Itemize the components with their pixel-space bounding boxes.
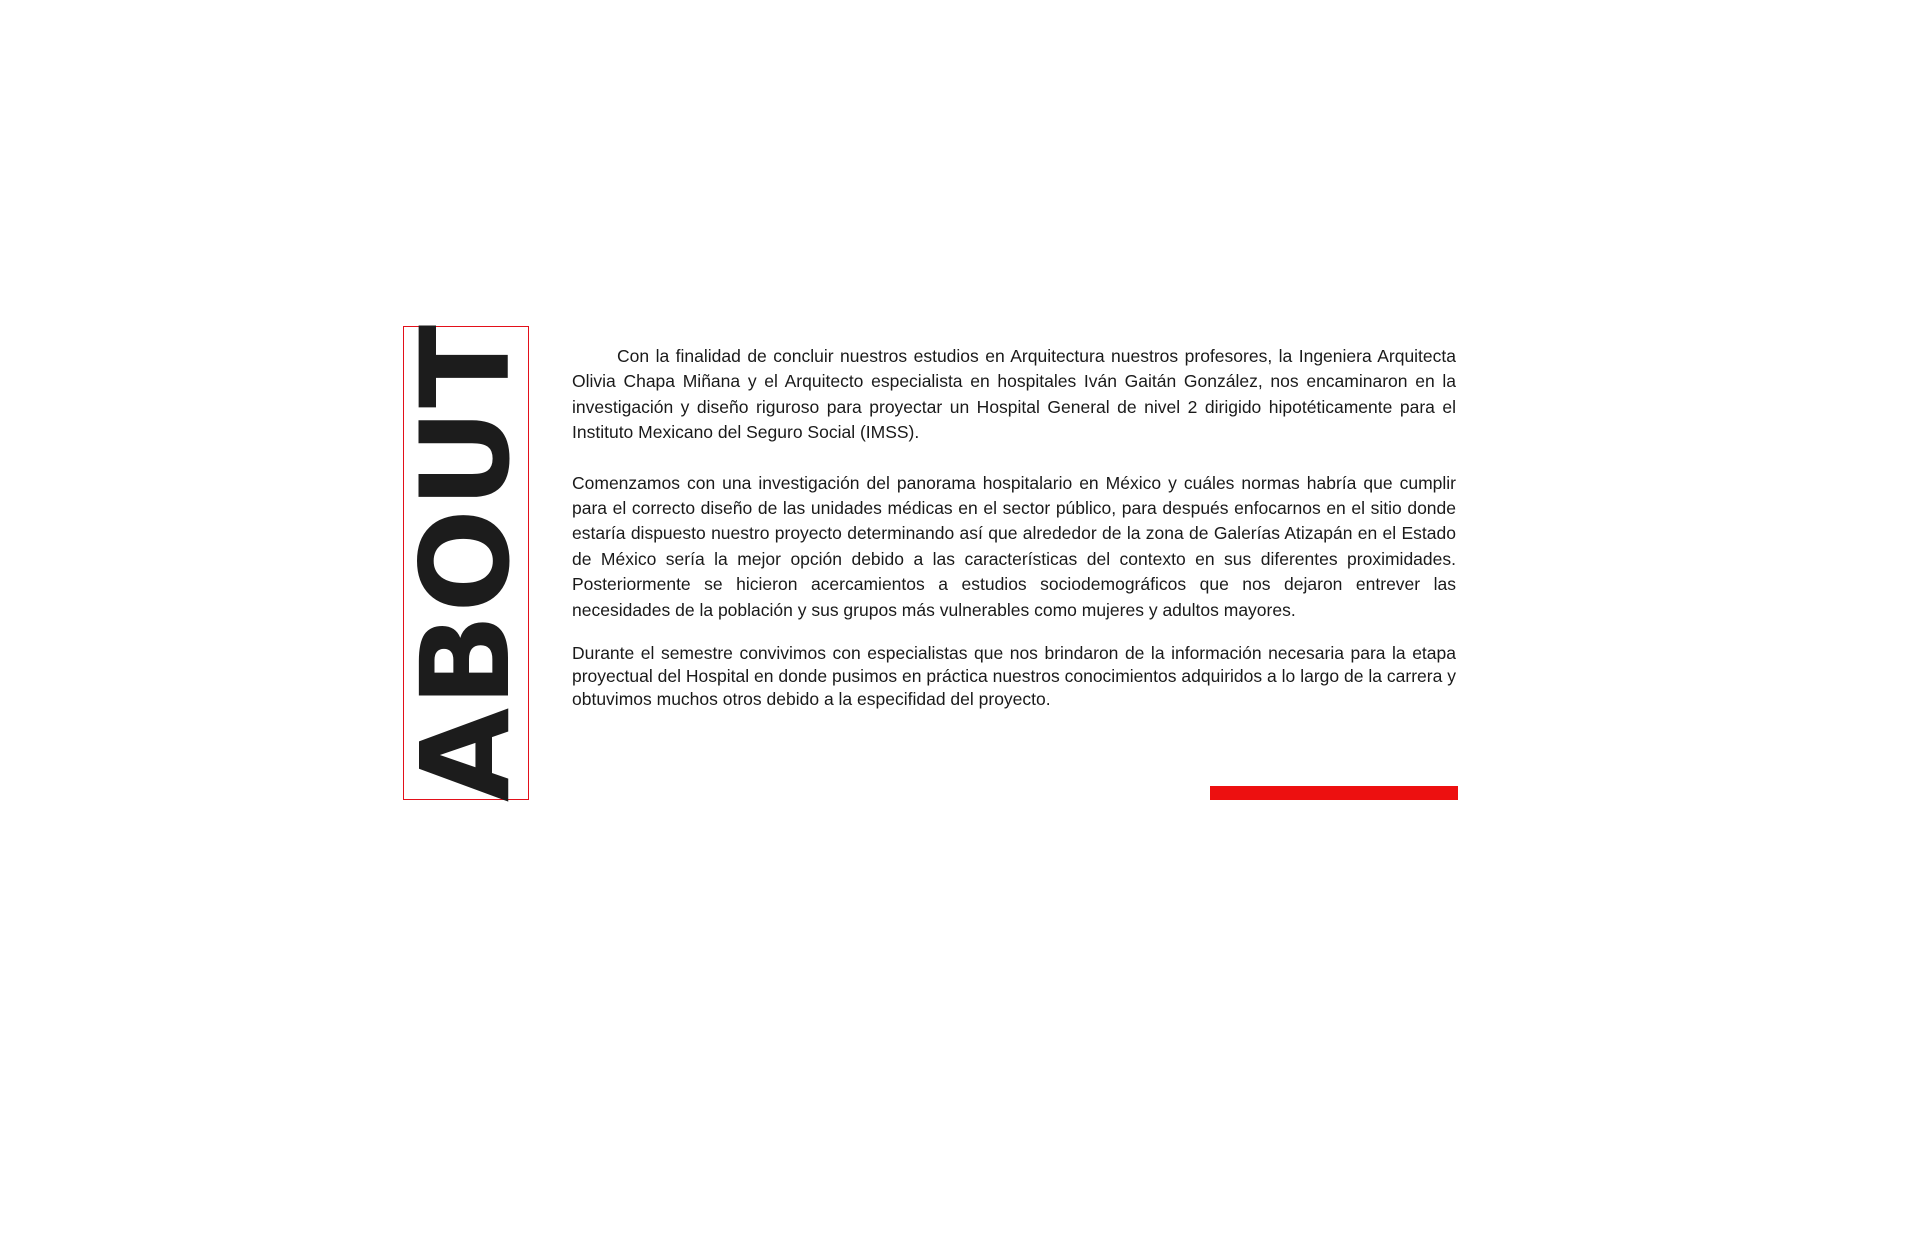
accent-bar [1210, 786, 1458, 800]
about-title-frame [395, 323, 537, 803]
about-paragraph-2: Comenzamos con una investigación del panorama hospitalario en México y cuáles normas habría que cumplir para el correcto diseño de las unidades médicas en el sector público, para después enfocarnos en el sitio donde estaría dispuesto nuestro proyecto determinando así que alrededor de la zona de Galerías Atizapán en el Estado de México sería la mejor opción debido a las características del contexto en sus diferentes proximidades. Posteriormente se hicieron acercamientos a estudios sociodemográficos que nos dejaron entrever las necesidades de la población y sus grupos más vulnerables como mujeres y adultos mayores. [572, 472, 1456, 620]
about-paragraph-3: Durante el semestre convivimos con especialistas que nos brindaron de la información necesaria para la etapa proyectual del Hospital en donde pusimos en práctica nuestros conocimientos adquiridos a lo largo de la carrera y obtuvimos muchos otros debido a la especifidad del proyecto. [572, 643, 1456, 710]
about-body [572, 344, 1456, 711]
about-paragraph-1: Con la finalidad de concluir nuestros estudios en Arquitectura nuestros profesores, la Ingeniera Arquitecta Olivia Chapa Miñana y el Arquitecto especialista en hospitales Iván Gaitán González, nos encaminaron en la investigación y diseño riguroso para proyectar un Hospital General de nivel 2 dirigido hipotéticamente para el Instituto Mexicano del Seguro Social (IMSS). [572, 346, 1456, 443]
about-title: ABOUT [395, 323, 537, 803]
